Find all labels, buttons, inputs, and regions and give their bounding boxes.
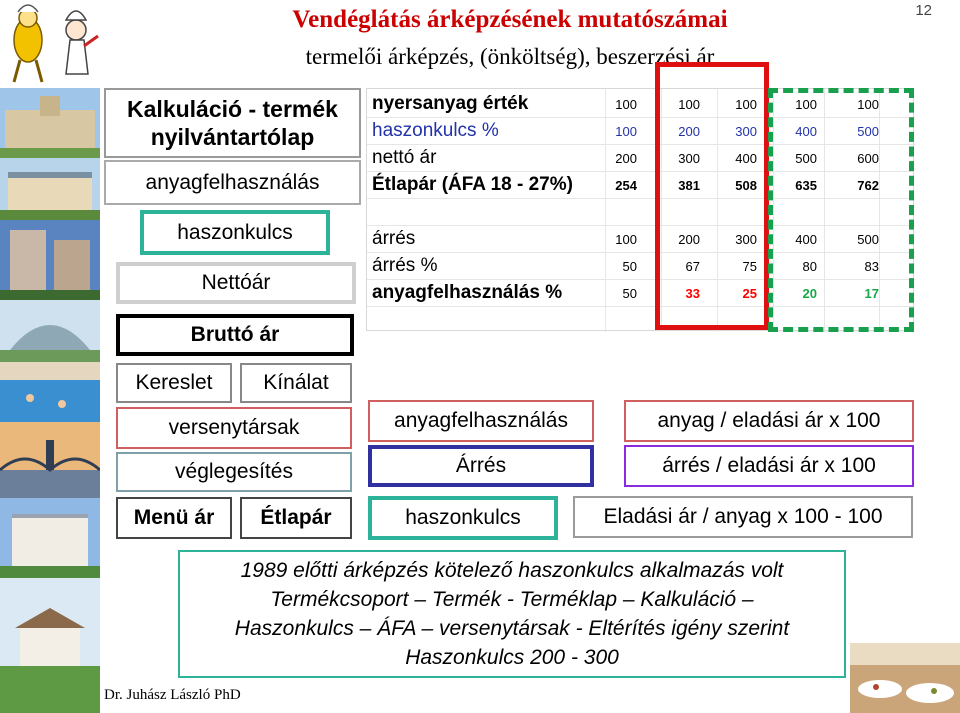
page-subtitle: termelői árképzés, (önköltség), beszerzési ár — [305, 44, 715, 69]
dining-room-photo — [850, 643, 960, 713]
page-number: 12 — [915, 2, 932, 19]
table-cell: 20 — [802, 286, 817, 301]
table-cell: 635 — [795, 178, 817, 193]
row-label: anyagfelhasználás % — [372, 282, 563, 303]
formula-term-markup: haszonkulcs — [368, 496, 558, 540]
table-cell: 50 — [622, 259, 637, 274]
a-la-carte-price-box: Étlapár — [240, 497, 352, 539]
table-cell: 254 — [615, 178, 637, 193]
history-note — [178, 550, 846, 678]
pool-photo — [0, 362, 100, 422]
note-line: 1989 előtti árképzés kötelező haszonkulcs alkalmazás volt — [240, 559, 784, 582]
table-cell: 500 — [795, 151, 817, 166]
row-label: árrés % — [372, 255, 438, 276]
table-cell: 100 — [678, 97, 700, 112]
author-credit: Dr. Juhász László PhD — [104, 687, 241, 703]
table-cell: 300 — [678, 151, 700, 166]
table-cell: 508 — [735, 178, 757, 193]
table-cell: 100 — [735, 97, 757, 112]
calculation-title-line1: Kalkuláció - termék — [127, 96, 338, 123]
row-label: árrés — [372, 228, 416, 249]
hotel-photo-strip — [0, 88, 100, 713]
row-label: haszonkulcs % — [372, 120, 499, 141]
table-cell: 83 — [864, 259, 879, 274]
table-cell: 500 — [857, 232, 879, 247]
manor-photo — [0, 578, 100, 713]
competitors-box: versenytársak — [116, 407, 352, 449]
table-cell: 200 — [615, 151, 637, 166]
table-cell: 400 — [795, 232, 817, 247]
chef-illustration — [0, 0, 105, 90]
formula-material-usage: anyag / eladási ár x 100 — [624, 400, 914, 442]
palace-photo — [0, 158, 100, 220]
menu-price-box: Menü ár — [116, 497, 232, 539]
tower-hotel-photo — [0, 220, 100, 300]
red-highlight-frame — [655, 62, 769, 330]
table-cell: 33 — [685, 286, 700, 301]
material-usage-box: anyagfelhasználás — [104, 160, 361, 205]
page-title: Vendéglátás árképzésének mutatószámai — [292, 6, 728, 33]
table-cell: 300 — [735, 232, 757, 247]
table-cell: 200 — [678, 124, 700, 139]
row-label: nyersanyag érték — [372, 93, 529, 114]
table-cell: 67 — [685, 259, 700, 274]
table-cell: 762 — [857, 178, 879, 193]
green-highlight-frame — [768, 88, 914, 332]
formula-markup: Eladási ár / anyag x 100 - 100 — [573, 496, 913, 538]
formula-margin: árrés / eladási ár x 100 — [624, 445, 914, 487]
table-cell: 300 — [735, 124, 757, 139]
markup-box: haszonkulcs — [140, 210, 330, 255]
calculation-card-box — [104, 88, 361, 158]
building-photo — [0, 88, 100, 158]
row-label: nettó ár — [372, 147, 437, 168]
table-cell: 200 — [678, 232, 700, 247]
table-cell: 100 — [795, 97, 817, 112]
note-line: Termékcsoport – Termék - Terméklap – Kalkuláció – — [270, 588, 754, 611]
table-cell: 75 — [742, 259, 757, 274]
supply-box: Kínálat — [240, 363, 352, 403]
demand-box: Kereslet — [116, 363, 232, 403]
table-cell: 80 — [802, 259, 817, 274]
calculation-title-line2: nyilvántartólap — [150, 124, 315, 150]
table-cell: 400 — [795, 124, 817, 139]
table-cell: 50 — [622, 286, 637, 301]
modern-hotel-photo — [0, 300, 100, 362]
table-cell: 100 — [615, 232, 637, 247]
table-cell: 500 — [857, 124, 879, 139]
table-cell: 381 — [678, 178, 700, 193]
net-price-box: Nettóár — [116, 262, 356, 304]
formula-term-margin: Árrés — [368, 445, 594, 487]
table-cell: 25 — [742, 286, 757, 301]
gross-price-box: Bruttó ár — [116, 314, 354, 356]
row-label: Étlapár (ÁFA 18 - 27%) — [372, 174, 573, 195]
note-line: Haszonkulcs – ÁFA – versenytársak - Eltérítés igény szerint — [234, 617, 790, 640]
note-line: Haszonkulcs 200 - 300 — [405, 646, 619, 669]
table-cell: 400 — [735, 151, 757, 166]
finalization-box: véglegesítés — [116, 452, 352, 492]
resort-photo — [0, 498, 100, 578]
table-cell: 600 — [857, 151, 879, 166]
table-cell: 100 — [857, 97, 879, 112]
table-cell: 100 — [615, 97, 637, 112]
table-cell: 100 — [615, 124, 637, 139]
formula-term-material-usage: anyagfelhasználás — [368, 400, 594, 442]
bridge-photo — [0, 422, 100, 498]
table-cell: 17 — [864, 286, 879, 301]
